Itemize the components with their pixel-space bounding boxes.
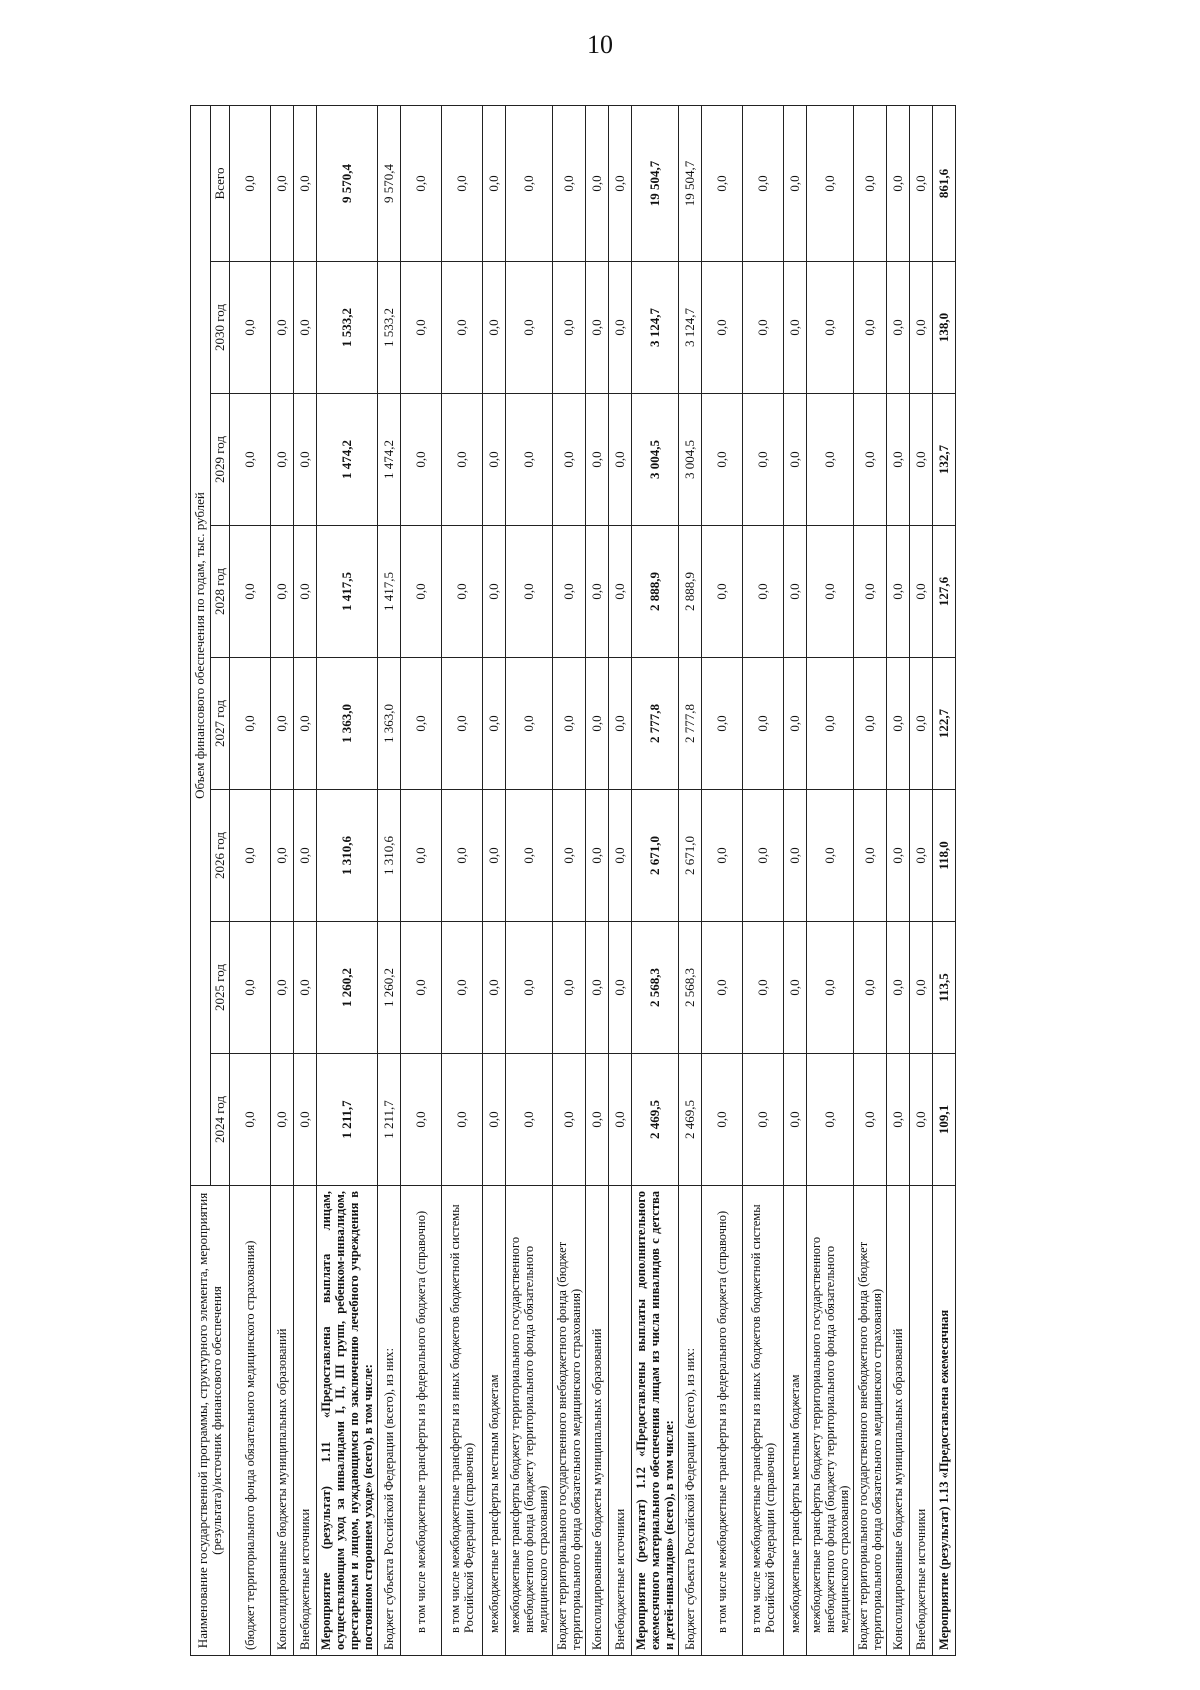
- row-value-cell: 0,0: [506, 790, 553, 922]
- row-value-cell: 0,0: [702, 262, 743, 394]
- table-row: [483, 105, 506, 1655]
- row-value-cell: 113,5: [933, 922, 956, 1054]
- row-value-cell: 0,0: [401, 262, 442, 394]
- row-value-cell: 0,0: [784, 922, 807, 1054]
- landscape-sheet: [190, 106, 1190, 1656]
- row-total-cell: 0,0: [887, 105, 910, 261]
- row-value-cell: 1 363,0: [378, 658, 401, 790]
- row-value-cell: 0,0: [784, 658, 807, 790]
- row-value-cell: 2 777,8: [632, 658, 679, 790]
- row-value-cell: 0,0: [743, 394, 784, 526]
- row-value-cell: 0,0: [702, 1054, 743, 1186]
- row-value-cell: 0,0: [910, 790, 933, 922]
- row-value-cell: 0,0: [271, 922, 294, 1054]
- row-value-cell: 0,0: [442, 922, 483, 1054]
- row-value-cell: 0,0: [743, 1054, 784, 1186]
- row-value-cell: 127,6: [933, 526, 956, 658]
- table-row: [784, 105, 807, 1655]
- row-label: в том числе межбюджетные трансферты из иных бюджетов бюджетной системы Российской Федерации (справочно): [743, 1186, 784, 1656]
- row-value-cell: 0,0: [807, 790, 854, 922]
- row-total-cell: 0,0: [784, 105, 807, 261]
- row-label: межбюджетные трансферты бюджету территориального государственного внебюджетного фонда (бюджету территориального фонда обязательного медицинского страхования): [807, 1186, 854, 1656]
- row-value-cell: 0,0: [807, 262, 854, 394]
- table-row: [933, 105, 956, 1655]
- table-row: [702, 105, 743, 1655]
- row-value-cell: 0,0: [609, 262, 632, 394]
- row-value-cell: 1 211,7: [317, 1054, 378, 1186]
- table-header: [191, 105, 230, 1655]
- row-value-cell: 0,0: [910, 526, 933, 658]
- row-value-cell: 138,0: [933, 262, 956, 394]
- row-value-cell: 0,0: [483, 394, 506, 526]
- row-total-cell: 0,0: [854, 105, 887, 261]
- row-value-cell: 0,0: [854, 1054, 887, 1186]
- header-year: 2028 год: [210, 526, 230, 658]
- table-row: [317, 105, 378, 1655]
- row-value-cell: 0,0: [401, 394, 442, 526]
- row-value-cell: 0,0: [743, 790, 784, 922]
- row-value-cell: 0,0: [784, 262, 807, 394]
- row-value-cell: 0,0: [609, 790, 632, 922]
- row-label: межбюджетные трансферты местным бюджетам: [784, 1186, 807, 1656]
- row-value-cell: 2 568,3: [632, 922, 679, 1054]
- row-value-cell: 0,0: [807, 658, 854, 790]
- row-label: Бюджет территориального государственного внебюджетного фонда (бюджет территориального фонда обязательного медицинского страхования): [854, 1186, 887, 1656]
- row-value-cell: 0,0: [887, 658, 910, 790]
- row-value-cell: 1 260,2: [317, 922, 378, 1054]
- row-value-cell: 0,0: [506, 394, 553, 526]
- row-value-cell: 0,0: [609, 1054, 632, 1186]
- row-value-cell: 0,0: [887, 394, 910, 526]
- row-value-cell: 1 417,5: [378, 526, 401, 658]
- row-value-cell: 0,0: [784, 790, 807, 922]
- row-value-cell: 0,0: [271, 658, 294, 790]
- row-value-cell: 0,0: [442, 658, 483, 790]
- row-value-cell: 0,0: [807, 394, 854, 526]
- row-value-cell: 0,0: [553, 790, 586, 922]
- row-value-cell: 0,0: [702, 526, 743, 658]
- header-year: 2024 год: [210, 1054, 230, 1186]
- row-value-cell: 0,0: [702, 922, 743, 1054]
- table-row: [887, 105, 910, 1655]
- row-label: в том числе межбюджетные трансферты из федерального бюджета (справочно): [401, 1186, 442, 1656]
- row-total-cell: 19 504,7: [679, 105, 702, 261]
- row-value-cell: 0,0: [401, 526, 442, 658]
- table-row: [854, 105, 887, 1655]
- row-value-cell: 0,0: [230, 1054, 271, 1186]
- row-value-cell: 3 124,7: [632, 262, 679, 394]
- table-row: [442, 105, 483, 1655]
- row-value-cell: 0,0: [743, 262, 784, 394]
- table-row: [506, 105, 553, 1655]
- row-total-cell: 9 570,4: [378, 105, 401, 261]
- header-year: 2030 год: [210, 262, 230, 394]
- row-value-cell: 0,0: [553, 658, 586, 790]
- row-total-cell: 0,0: [294, 105, 317, 261]
- row-value-cell: 0,0: [401, 658, 442, 790]
- row-value-cell: 0,0: [483, 790, 506, 922]
- row-value-cell: 0,0: [586, 1054, 609, 1186]
- row-value-cell: 0,0: [910, 1054, 933, 1186]
- row-value-cell: 0,0: [702, 658, 743, 790]
- row-value-cell: 2 671,0: [679, 790, 702, 922]
- row-value-cell: 1 310,6: [317, 790, 378, 922]
- row-value-cell: 0,0: [586, 922, 609, 1054]
- header-total: Всего: [210, 105, 230, 261]
- row-value-cell: 0,0: [609, 922, 632, 1054]
- row-total-cell: 0,0: [506, 105, 553, 261]
- row-value-cell: 1 533,2: [317, 262, 378, 394]
- row-value-cell: 2 671,0: [632, 790, 679, 922]
- row-value-cell: 0,0: [401, 790, 442, 922]
- row-value-cell: 0,0: [294, 922, 317, 1054]
- row-value-cell: 0,0: [784, 1054, 807, 1186]
- row-value-cell: 0,0: [854, 790, 887, 922]
- row-value-cell: 0,0: [442, 790, 483, 922]
- row-value-cell: 0,0: [586, 394, 609, 526]
- row-value-cell: 1 474,2: [378, 394, 401, 526]
- row-label: Мероприятие (результат) 1.12 «Предоставлены выплаты дополнительного ежемесячного материального обеспечения лицам из числа инвалидов с детства и детей-инвалидов» (всего), в том числе:: [632, 1186, 679, 1656]
- table-row: [632, 105, 679, 1655]
- header-funding-group: Объем финансового обеспечения по годам, тыс. рублей: [191, 105, 211, 1185]
- row-value-cell: 132,7: [933, 394, 956, 526]
- table-row: [271, 105, 294, 1655]
- row-value-cell: 0,0: [743, 658, 784, 790]
- row-value-cell: 0,0: [854, 394, 887, 526]
- row-value-cell: 0,0: [609, 526, 632, 658]
- row-value-cell: 0,0: [743, 526, 784, 658]
- row-value-cell: 0,0: [230, 526, 271, 658]
- row-value-cell: 0,0: [807, 922, 854, 1054]
- row-value-cell: 0,0: [483, 262, 506, 394]
- table-row: [743, 105, 784, 1655]
- row-value-cell: 0,0: [887, 790, 910, 922]
- row-label: Бюджет территориального государственного внебюджетного фонда (бюджет территориального фонда обязательного медицинского страхования): [553, 1186, 586, 1656]
- row-label: Внебюджетные источники: [294, 1186, 317, 1656]
- row-value-cell: 0,0: [887, 922, 910, 1054]
- row-value-cell: 0,0: [586, 262, 609, 394]
- row-label: Мероприятие (результат) 1.11 «Предоставлена выплата лицам, осуществляющим уход за инвалидами I, II, III групп, ребенком-инвалидом, престарелым и лицом, нуждающимся по заключению лечебного учреждения в постоянном стороннем уходе» (всего), в том числе:: [317, 1186, 378, 1656]
- row-value-cell: 0,0: [854, 262, 887, 394]
- table-row: [910, 105, 933, 1655]
- row-value-cell: 0,0: [807, 526, 854, 658]
- row-total-cell: 861,6: [933, 105, 956, 261]
- row-value-cell: 0,0: [854, 658, 887, 790]
- row-value-cell: 2 777,8: [679, 658, 702, 790]
- row-label: (бюджет территориального фонда обязательного медицинского страхования): [230, 1186, 271, 1656]
- row-value-cell: 0,0: [506, 922, 553, 1054]
- row-value-cell: 0,0: [442, 1054, 483, 1186]
- row-value-cell: 0,0: [553, 526, 586, 658]
- row-value-cell: 0,0: [702, 790, 743, 922]
- row-value-cell: 0,0: [887, 262, 910, 394]
- row-value-cell: 0,0: [586, 790, 609, 922]
- row-value-cell: 1 260,2: [378, 922, 401, 1054]
- row-value-cell: 0,0: [294, 790, 317, 922]
- row-value-cell: 1 363,0: [317, 658, 378, 790]
- row-total-cell: 0,0: [483, 105, 506, 261]
- row-value-cell: 0,0: [442, 262, 483, 394]
- row-value-cell: 0,0: [586, 526, 609, 658]
- row-total-cell: 0,0: [230, 105, 271, 261]
- row-total-cell: 0,0: [401, 105, 442, 261]
- row-value-cell: 0,0: [784, 394, 807, 526]
- row-value-cell: 0,0: [230, 262, 271, 394]
- row-label: Внебюджетные источники: [609, 1186, 632, 1656]
- row-value-cell: 109,1: [933, 1054, 956, 1186]
- row-value-cell: 0,0: [506, 262, 553, 394]
- row-value-cell: 0,0: [609, 658, 632, 790]
- table-row: [294, 105, 317, 1655]
- table-row: [230, 105, 271, 1655]
- row-value-cell: 0,0: [483, 526, 506, 658]
- row-value-cell: 0,0: [506, 1054, 553, 1186]
- table-row: [807, 105, 854, 1655]
- row-total-cell: 0,0: [442, 105, 483, 261]
- header-year: 2025 год: [210, 922, 230, 1054]
- row-value-cell: 0,0: [230, 658, 271, 790]
- row-total-cell: 0,0: [553, 105, 586, 261]
- row-label: Консолидированные бюджеты муниципальных образований: [887, 1186, 910, 1656]
- table-row: [679, 105, 702, 1655]
- row-label: межбюджетные трансферты местным бюджетам: [483, 1186, 506, 1656]
- row-value-cell: 0,0: [553, 1054, 586, 1186]
- row-value-cell: 3 004,5: [632, 394, 679, 526]
- row-value-cell: 0,0: [294, 1054, 317, 1186]
- row-total-cell: 0,0: [271, 105, 294, 261]
- row-value-cell: 0,0: [553, 262, 586, 394]
- row-total-cell: 0,0: [743, 105, 784, 261]
- row-value-cell: 0,0: [271, 394, 294, 526]
- row-value-cell: 0,0: [506, 658, 553, 790]
- row-value-cell: 0,0: [483, 658, 506, 790]
- row-value-cell: 0,0: [609, 394, 632, 526]
- row-value-cell: 0,0: [784, 526, 807, 658]
- row-value-cell: 0,0: [807, 1054, 854, 1186]
- row-label: в том числе межбюджетные трансферты из иных бюджетов бюджетной системы Российской Федерации (справочно): [442, 1186, 483, 1656]
- row-value-cell: 0,0: [294, 658, 317, 790]
- row-value-cell: 118,0: [933, 790, 956, 922]
- header-year: 2029 год: [210, 394, 230, 526]
- row-value-cell: 2 568,3: [679, 922, 702, 1054]
- row-label: Консолидированные бюджеты муниципальных образований: [586, 1186, 609, 1656]
- financing-table: [190, 105, 956, 1656]
- row-total-cell: 0,0: [910, 105, 933, 261]
- row-label: Бюджет субъекта Российской Федерации (всего), из них:: [378, 1186, 401, 1656]
- row-value-cell: 2 888,9: [679, 526, 702, 658]
- row-value-cell: 0,0: [230, 790, 271, 922]
- row-value-cell: 0,0: [910, 658, 933, 790]
- rotated-page: [190, 106, 1190, 1656]
- row-value-cell: 0,0: [743, 922, 784, 1054]
- row-value-cell: 0,0: [230, 922, 271, 1054]
- row-value-cell: 0,0: [294, 394, 317, 526]
- row-value-cell: 1 474,2: [317, 394, 378, 526]
- page-number: 10: [587, 30, 613, 59]
- row-value-cell: 0,0: [271, 1054, 294, 1186]
- table-row: [609, 105, 632, 1655]
- row-label: Консолидированные бюджеты муниципальных образований: [271, 1186, 294, 1656]
- row-total-cell: 9 570,4: [317, 105, 378, 261]
- row-value-cell: 0,0: [401, 922, 442, 1054]
- row-value-cell: 0,0: [702, 394, 743, 526]
- table-row: [586, 105, 609, 1655]
- row-label: межбюджетные трансферты бюджету территориального государственного внебюджетного фонда (бюджету территориального фонда обязательного медицинского страхования): [506, 1186, 553, 1656]
- row-value-cell: 0,0: [506, 526, 553, 658]
- table-row: [378, 105, 401, 1655]
- row-value-cell: 2 469,5: [632, 1054, 679, 1186]
- row-label: Бюджет субъекта Российской Федерации (всего), из них:: [679, 1186, 702, 1656]
- row-value-cell: 1 417,5: [317, 526, 378, 658]
- row-value-cell: 0,0: [854, 526, 887, 658]
- row-value-cell: 0,0: [294, 262, 317, 394]
- row-value-cell: 0,0: [442, 394, 483, 526]
- row-value-cell: 0,0: [553, 394, 586, 526]
- row-value-cell: 0,0: [401, 1054, 442, 1186]
- row-total-cell: 0,0: [807, 105, 854, 261]
- row-total-cell: 0,0: [586, 105, 609, 261]
- row-value-cell: 0,0: [586, 658, 609, 790]
- row-value-cell: 0,0: [442, 526, 483, 658]
- row-value-cell: 3 124,7: [679, 262, 702, 394]
- row-value-cell: 0,0: [271, 526, 294, 658]
- table-row: [553, 105, 586, 1655]
- row-value-cell: 0,0: [294, 526, 317, 658]
- row-label: Внебюджетные источники: [910, 1186, 933, 1656]
- row-value-cell: 0,0: [271, 790, 294, 922]
- header-year: 2027 год: [210, 658, 230, 790]
- table-body: [230, 105, 956, 1655]
- row-value-cell: 1 310,6: [378, 790, 401, 922]
- row-value-cell: 0,0: [887, 1054, 910, 1186]
- header-year: 2026 год: [210, 790, 230, 922]
- row-total-cell: 0,0: [609, 105, 632, 261]
- header-name-column: Наименование государственной программы, структурного элемента, мероприятия (результата)/источник финансового обеспечения: [191, 1186, 230, 1656]
- row-value-cell: 1 533,2: [378, 262, 401, 394]
- row-value-cell: 0,0: [910, 922, 933, 1054]
- row-value-cell: 2 469,5: [679, 1054, 702, 1186]
- row-value-cell: 0,0: [910, 394, 933, 526]
- row-value-cell: 122,7: [933, 658, 956, 790]
- row-value-cell: 0,0: [553, 922, 586, 1054]
- row-value-cell: 0,0: [854, 922, 887, 1054]
- row-value-cell: 0,0: [230, 394, 271, 526]
- row-label: Мероприятие (результат) 1.13 «Предоставлена ежемесячная: [933, 1186, 956, 1656]
- table-row: [401, 105, 442, 1655]
- row-value-cell: 3 004,5: [679, 394, 702, 526]
- row-total-cell: 0,0: [702, 105, 743, 261]
- row-label: в том числе межбюджетные трансферты из федерального бюджета (справочно): [702, 1186, 743, 1656]
- row-value-cell: 0,0: [910, 262, 933, 394]
- row-value-cell: 0,0: [483, 1054, 506, 1186]
- row-value-cell: 1 211,7: [378, 1054, 401, 1186]
- row-value-cell: 0,0: [887, 526, 910, 658]
- row-value-cell: 0,0: [483, 922, 506, 1054]
- row-value-cell: 2 888,9: [632, 526, 679, 658]
- row-value-cell: 0,0: [271, 262, 294, 394]
- row-total-cell: 19 504,7: [632, 105, 679, 261]
